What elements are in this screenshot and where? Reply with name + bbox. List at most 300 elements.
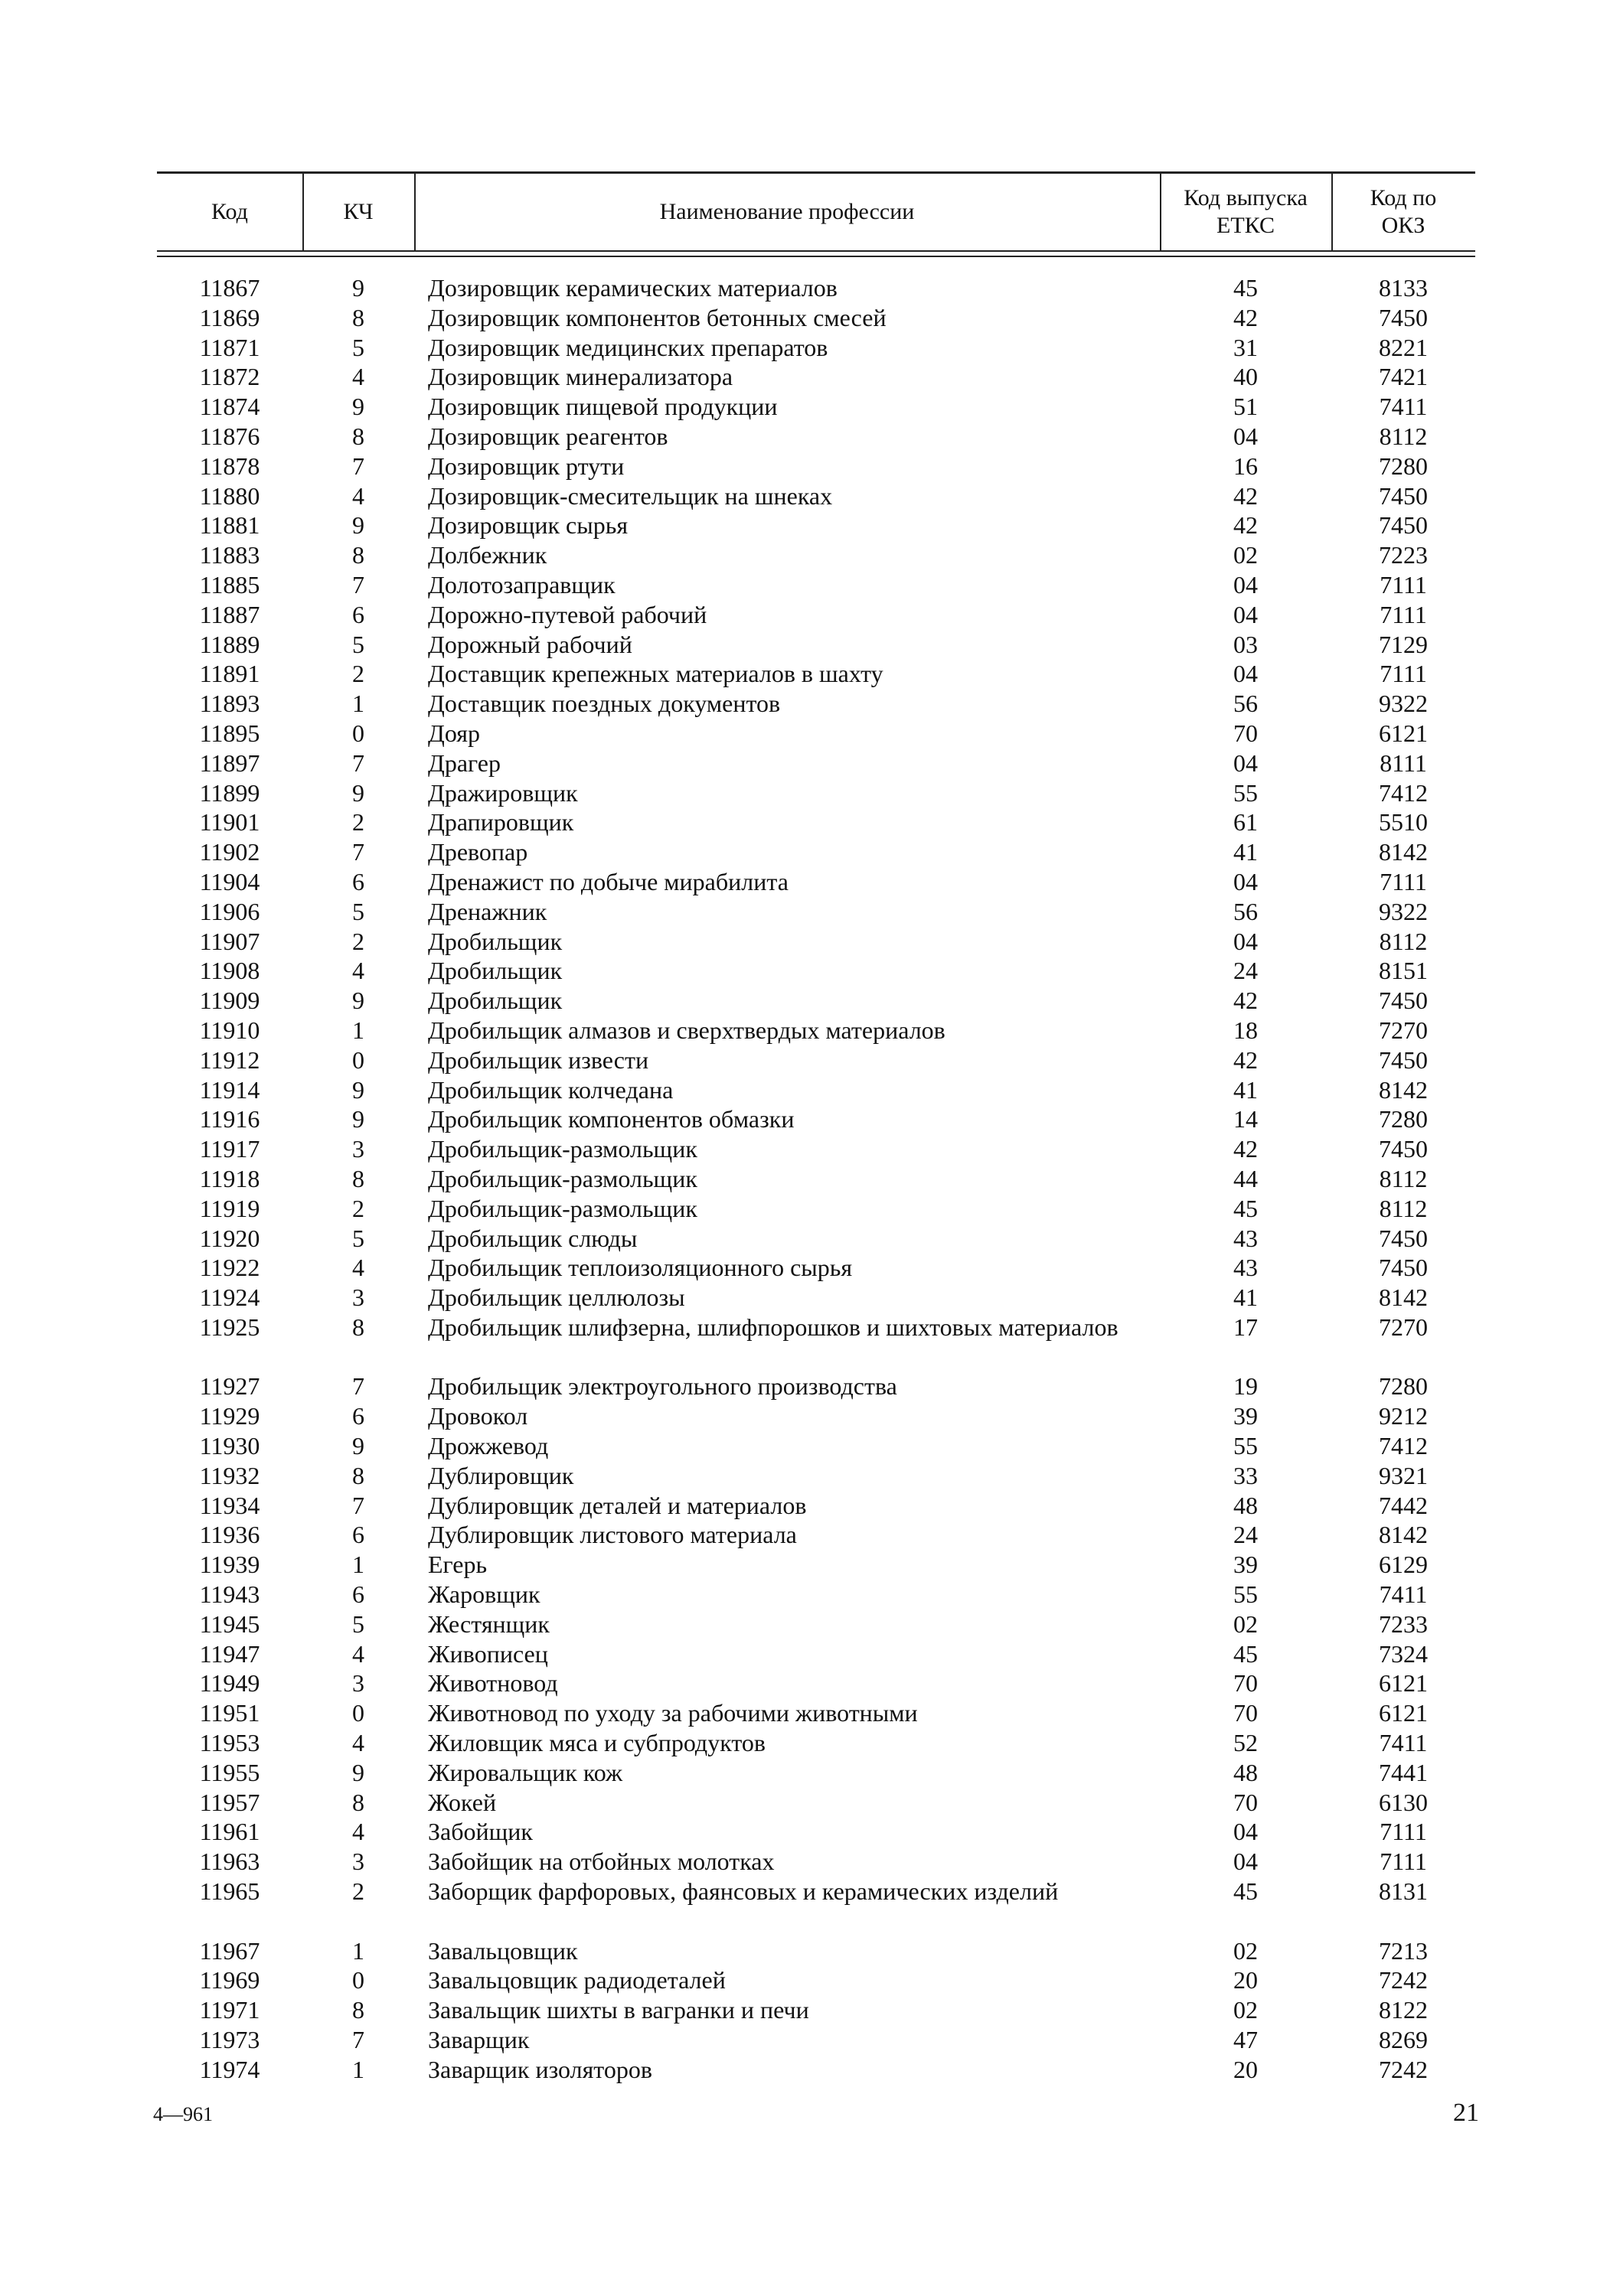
cell-profession-name: Забойщик <box>428 1818 533 1846</box>
cell-profession-name: Дробильщик слюды <box>428 1224 638 1252</box>
cell-okz-code: 9322 <box>1379 690 1428 718</box>
cell-okz-code: 9212 <box>1379 1402 1428 1430</box>
table-row <box>157 1609 1475 1639</box>
cell-profession-name: Дробильщик <box>428 957 563 985</box>
cell-code: 11963 <box>199 1848 260 1876</box>
cell-profession-name: Жокей <box>428 1788 497 1816</box>
table-row <box>157 1401 1475 1431</box>
cell-etks-code: 70 <box>1233 1669 1258 1698</box>
cell-okz-code: 7450 <box>1379 1045 1428 1074</box>
cell-okz-code: 7450 <box>1379 1224 1428 1252</box>
cell-kch: 9 <box>352 1105 364 1133</box>
cell-kch: 4 <box>352 957 364 985</box>
cell-kch: 6 <box>352 1402 364 1430</box>
table-row <box>157 1877 1475 1936</box>
cell-kch: 9 <box>352 1758 364 1786</box>
header-etks: Код выпуска ЕТКС <box>1184 185 1308 238</box>
cell-code: 11918 <box>199 1164 260 1192</box>
cell-code: 11973 <box>199 2026 260 2054</box>
cell-profession-name: Дробильщик шлифзерна, шлифпорошков и шихтовых материалов <box>428 1313 1118 1341</box>
cell-kch: 6 <box>352 600 364 628</box>
cell-okz-code: 8131 <box>1379 1877 1428 1906</box>
cell-profession-name: Дояр <box>428 719 480 747</box>
table-row <box>157 1728 1475 1758</box>
header-kch: КЧ <box>343 199 374 224</box>
cell-profession-name: Заварщик изоляторов <box>428 2055 652 2083</box>
table-row <box>157 1491 1475 1521</box>
cell-okz-code: 8151 <box>1379 957 1428 985</box>
cell-kch: 9 <box>352 1075 364 1104</box>
cell-okz-code: 8133 <box>1379 274 1428 302</box>
cell-okz-code: 8221 <box>1379 333 1428 361</box>
cell-etks-code: 55 <box>1233 1580 1258 1609</box>
cell-code: 11897 <box>199 748 260 777</box>
cell-okz-code: 7450 <box>1379 511 1428 540</box>
cell-profession-name: Древопар <box>428 838 528 866</box>
cell-code: 11969 <box>199 1966 260 1994</box>
cell-profession-name: Дробильщик компонентов обмазки <box>428 1105 795 1133</box>
cell-code: 11874 <box>199 393 260 421</box>
cell-kch: 2 <box>352 660 364 688</box>
cell-kch: 1 <box>352 2055 364 2083</box>
cell-etks-code: 70 <box>1233 1788 1258 1816</box>
cell-etks-code: 20 <box>1233 2055 1258 2083</box>
cell-kch: 8 <box>352 541 364 569</box>
cell-code: 11953 <box>199 1729 260 1757</box>
cell-etks-code: 45 <box>1233 1194 1258 1222</box>
cell-kch: 4 <box>352 1818 364 1846</box>
table-row <box>157 1045 1475 1075</box>
cell-etks-code: 33 <box>1233 1461 1258 1489</box>
table-row <box>157 1075 1475 1105</box>
cell-etks-code: 17 <box>1233 1313 1258 1341</box>
cell-profession-name: Животновод <box>428 1669 558 1698</box>
cell-okz-code: 7324 <box>1379 1639 1428 1668</box>
cell-code: 11936 <box>199 1521 260 1549</box>
cell-okz-code: 5510 <box>1379 808 1428 837</box>
cell-etks-code: 44 <box>1233 1164 1258 1192</box>
cell-code: 11908 <box>199 957 260 985</box>
cell-code: 11906 <box>199 897 260 925</box>
table-row <box>157 392 1475 422</box>
cell-etks-code: 18 <box>1233 1016 1258 1044</box>
cell-okz-code: 8142 <box>1379 838 1428 866</box>
cell-profession-name: Дробильщик целлюлозы <box>428 1283 685 1312</box>
table-row <box>157 1847 1475 1877</box>
cell-etks-code: 41 <box>1233 1075 1258 1104</box>
cell-okz-code: 7111 <box>1380 1818 1427 1846</box>
cell-profession-name: Дозировщик медицинских препаратов <box>428 333 828 361</box>
cell-okz-code: 7412 <box>1379 778 1428 807</box>
table-row <box>157 422 1475 452</box>
cell-code: 11974 <box>199 2055 260 2083</box>
cell-etks-code: 40 <box>1233 363 1258 391</box>
cell-profession-name: Дозировщик компонентов бетонных смесей <box>428 303 887 331</box>
cell-profession-name: Драпировщик <box>428 808 574 837</box>
cell-kch: 6 <box>352 867 364 895</box>
cell-code: 11893 <box>199 690 260 718</box>
cell-profession-name: Дробильщик-размольщик <box>428 1194 697 1222</box>
table-row <box>157 1461 1475 1491</box>
cell-kch: 1 <box>352 1936 364 1965</box>
cell-code: 11955 <box>199 1758 260 1786</box>
cell-code: 11927 <box>199 1372 260 1401</box>
cell-code: 11899 <box>199 778 260 807</box>
cell-etks-code: 45 <box>1233 274 1258 302</box>
cell-kch: 7 <box>352 838 364 866</box>
table-row <box>157 1936 1475 1966</box>
table-row <box>157 600 1475 630</box>
table-row <box>157 837 1475 867</box>
cell-kch: 5 <box>352 897 364 925</box>
table-row <box>157 1965 1475 1995</box>
cell-okz-code: 7270 <box>1379 1313 1428 1341</box>
cell-etks-code: 42 <box>1233 1135 1258 1163</box>
cell-okz-code: 8142 <box>1379 1521 1428 1549</box>
cell-kch: 3 <box>352 1283 364 1312</box>
cell-kch: 7 <box>352 1372 364 1401</box>
cell-etks-code: 04 <box>1233 927 1258 955</box>
table-row <box>157 1371 1475 1401</box>
cell-kch: 9 <box>352 274 364 302</box>
cell-etks-code: 02 <box>1233 541 1258 569</box>
cell-okz-code: 7242 <box>1379 2055 1428 2083</box>
cell-etks-code: 55 <box>1233 1432 1258 1460</box>
table-row <box>157 986 1475 1016</box>
cell-kch: 6 <box>352 1580 364 1609</box>
cell-code: 11871 <box>199 333 260 361</box>
cell-kch: 2 <box>352 1877 364 1906</box>
cell-etks-code: 42 <box>1233 987 1258 1015</box>
cell-profession-name: Дублировщик листового материала <box>428 1521 797 1549</box>
cell-etks-code: 42 <box>1233 481 1258 510</box>
cell-kch: 2 <box>352 808 364 837</box>
cell-okz-code: 7411 <box>1379 1729 1428 1757</box>
table-row <box>157 927 1475 957</box>
cell-profession-name: Жировальщик кож <box>428 1758 623 1786</box>
cell-profession-name: Доставщик поездных документов <box>428 690 781 718</box>
cell-okz-code: 8112 <box>1379 1164 1428 1192</box>
cell-profession-name: Дровокол <box>428 1402 528 1430</box>
cell-okz-code: 7450 <box>1379 1135 1428 1163</box>
table-row <box>157 1134 1475 1164</box>
footer-print-code: 4—961 <box>153 2103 213 2125</box>
table-row <box>157 1016 1475 1045</box>
cell-profession-name: Дробильщик-размольщик <box>428 1164 697 1192</box>
cell-okz-code: 7441 <box>1379 1758 1428 1786</box>
cell-kch: 4 <box>352 363 364 391</box>
cell-okz-code: 8142 <box>1379 1283 1428 1312</box>
cell-kch: 5 <box>352 1224 364 1252</box>
cell-profession-name: Дробильщик алмазов и сверхтвердых материалов <box>428 1016 945 1044</box>
cell-okz-code: 8112 <box>1379 422 1428 450</box>
table-row <box>157 540 1475 570</box>
table-row <box>157 2055 1475 2085</box>
cell-etks-code: 70 <box>1233 1699 1258 1727</box>
cell-etks-code: 42 <box>1233 511 1258 540</box>
cell-okz-code: 7450 <box>1379 303 1428 331</box>
cell-code: 11872 <box>199 363 260 391</box>
cell-code: 11971 <box>199 1996 260 2024</box>
table-header <box>157 171 1475 252</box>
cell-kch: 0 <box>352 1045 364 1074</box>
cell-okz-code: 7233 <box>1379 1609 1428 1638</box>
cell-etks-code: 70 <box>1233 719 1258 747</box>
cell-profession-name: Дробильщик <box>428 927 563 955</box>
table-row <box>157 1668 1475 1698</box>
table-row <box>157 659 1475 689</box>
cell-code: 11904 <box>199 867 260 895</box>
cell-etks-code: 04 <box>1233 748 1258 777</box>
cell-kch: 0 <box>352 719 364 747</box>
cell-profession-name: Дозировщик-смесительщик на шнеках <box>428 481 833 510</box>
professions-table <box>157 171 1475 2085</box>
cell-profession-name: Долбежник <box>428 541 547 569</box>
cell-etks-code: 02 <box>1233 1996 1258 2024</box>
cell-etks-code: 43 <box>1233 1254 1258 1282</box>
table-row <box>157 778 1475 808</box>
cell-kch: 0 <box>352 1699 364 1727</box>
cell-profession-name: Дублировщик <box>428 1461 574 1489</box>
cell-okz-code: 6130 <box>1379 1788 1428 1816</box>
cell-okz-code: 7450 <box>1379 481 1428 510</box>
cell-okz-code: 7450 <box>1379 1254 1428 1282</box>
cell-profession-name: Жиловщик мяса и субпродуктов <box>428 1729 766 1757</box>
table-row <box>157 1194 1475 1224</box>
cell-profession-name: Дражировщик <box>428 778 578 807</box>
cell-kch: 5 <box>352 630 364 658</box>
cell-code: 11901 <box>199 808 260 837</box>
cell-code: 11922 <box>199 1254 260 1282</box>
cell-code: 11881 <box>199 511 260 540</box>
cell-profession-name: Егерь <box>428 1551 488 1579</box>
table-row <box>157 510 1475 540</box>
cell-kch: 9 <box>352 1432 364 1460</box>
cell-etks-code: 47 <box>1233 2026 1258 2054</box>
cell-etks-code: 45 <box>1233 1639 1258 1668</box>
cell-okz-code: 8142 <box>1379 1075 1428 1104</box>
cell-kch: 8 <box>352 303 364 331</box>
table-row <box>157 273 1475 303</box>
cell-etks-code: 41 <box>1233 1283 1258 1312</box>
cell-kch: 6 <box>352 1521 364 1549</box>
table-row <box>157 748 1475 778</box>
cell-etks-code: 24 <box>1233 957 1258 985</box>
cell-etks-code: 42 <box>1233 303 1258 331</box>
cell-okz-code: 6121 <box>1379 1669 1428 1698</box>
cell-profession-name: Дозировщик керамических материалов <box>428 274 838 302</box>
cell-okz-code: 7412 <box>1379 1432 1428 1460</box>
cell-okz-code: 9321 <box>1379 1461 1428 1489</box>
cell-profession-name: Завальщик шихты в вагранки и печи <box>428 1996 809 2024</box>
table-row <box>157 1817 1475 1847</box>
cell-okz-code: 8269 <box>1379 2026 1428 2054</box>
cell-etks-code: 41 <box>1233 838 1258 866</box>
table-body <box>157 273 1475 2085</box>
cell-etks-code: 02 <box>1233 1609 1258 1638</box>
cell-etks-code: 24 <box>1233 1521 1258 1549</box>
cell-kch: 1 <box>352 1551 364 1579</box>
cell-profession-name: Дублировщик деталей и материалов <box>428 1491 807 1519</box>
table-row <box>157 1283 1475 1313</box>
cell-kch: 3 <box>352 1135 364 1163</box>
cell-etks-code: 61 <box>1233 808 1258 837</box>
cell-code: 11891 <box>199 660 260 688</box>
table-row <box>157 362 1475 392</box>
cell-code: 11945 <box>199 1609 260 1638</box>
cell-profession-name: Завальцовщик радиодеталей <box>428 1966 726 1994</box>
cell-kch: 0 <box>352 1966 364 1994</box>
cell-okz-code: 7111 <box>1380 600 1427 628</box>
cell-kch: 7 <box>352 748 364 777</box>
cell-okz-code: 7280 <box>1379 1105 1428 1133</box>
cell-okz-code: 7242 <box>1379 1966 1428 1994</box>
cell-okz-code: 9322 <box>1379 897 1428 925</box>
cell-etks-code: 51 <box>1233 393 1258 421</box>
cell-kch: 9 <box>352 511 364 540</box>
cell-code: 11907 <box>199 927 260 955</box>
table-row <box>157 1431 1475 1461</box>
cell-code: 11878 <box>199 452 260 480</box>
cell-code: 11880 <box>199 481 260 510</box>
table-row <box>157 570 1475 600</box>
cell-etks-code: 42 <box>1233 1045 1258 1074</box>
cell-etks-code: 45 <box>1233 1877 1258 1906</box>
cell-kch: 8 <box>352 1788 364 1816</box>
cell-code: 11951 <box>199 1699 260 1727</box>
cell-code: 11965 <box>199 1877 260 1906</box>
cell-okz-code: 7111 <box>1380 570 1427 598</box>
cell-profession-name: Драгер <box>428 748 501 777</box>
cell-code: 11883 <box>199 541 260 569</box>
table-row <box>157 1104 1475 1134</box>
cell-okz-code: 7111 <box>1380 660 1427 688</box>
cell-profession-name: Дробильщик <box>428 987 563 1015</box>
table-row <box>157 1758 1475 1788</box>
cell-profession-name: Доставщик крепежных материалов в шахту <box>428 660 883 688</box>
cell-etks-code: 55 <box>1233 778 1258 807</box>
cell-profession-name: Заборщик фарфоровых, фаянсовых и керамических изделий <box>428 1877 1059 1906</box>
table-row <box>157 956 1475 986</box>
cell-okz-code: 7270 <box>1379 1016 1428 1044</box>
cell-okz-code: 7450 <box>1379 987 1428 1015</box>
page-number: 21 <box>1453 2099 1479 2127</box>
cell-code: 11919 <box>199 1194 260 1222</box>
cell-etks-code: 04 <box>1233 1818 1258 1846</box>
cell-profession-name: Дробильщик извести <box>428 1045 649 1074</box>
cell-profession-name: Дренажник <box>428 897 547 925</box>
cell-kch: 1 <box>352 1016 364 1044</box>
cell-okz-code: 7421 <box>1379 363 1428 391</box>
cell-code: 11920 <box>199 1224 260 1252</box>
cell-code: 11895 <box>199 719 260 747</box>
cell-code: 11867 <box>199 274 260 302</box>
cell-profession-name: Дробильщик электроугольного производства <box>428 1372 897 1401</box>
cell-kch: 3 <box>352 1848 364 1876</box>
cell-kch: 8 <box>352 1313 364 1341</box>
cell-profession-name: Дорожно-путевой рабочий <box>428 600 707 628</box>
cell-code: 11934 <box>199 1491 260 1519</box>
header-okz: Код по ОКЗ <box>1370 185 1437 238</box>
table-row <box>157 333 1475 363</box>
cell-profession-name: Живописец <box>428 1639 548 1668</box>
cell-etks-code: 48 <box>1233 1758 1258 1786</box>
table-row <box>157 1580 1475 1609</box>
table-row <box>157 1995 1475 2025</box>
cell-kch: 7 <box>352 570 364 598</box>
cell-code: 11939 <box>199 1551 260 1579</box>
cell-kch: 4 <box>352 1254 364 1282</box>
table-row <box>157 2025 1475 2055</box>
table-row <box>157 1253 1475 1283</box>
cell-code: 11949 <box>199 1669 260 1698</box>
cell-okz-code: 6121 <box>1379 719 1428 747</box>
cell-etks-code: 31 <box>1233 333 1258 361</box>
cell-kch: 4 <box>352 1729 364 1757</box>
cell-etks-code: 56 <box>1233 897 1258 925</box>
cell-kch: 5 <box>352 333 364 361</box>
table-row <box>157 897 1475 927</box>
cell-code: 11912 <box>199 1045 260 1074</box>
table-row <box>157 1164 1475 1194</box>
cell-okz-code: 7213 <box>1379 1936 1428 1965</box>
cell-profession-name: Дорожный рабочий <box>428 630 632 658</box>
header-code: Код <box>211 199 248 224</box>
cell-profession-name: Завальцовщик <box>428 1936 578 1965</box>
cell-code: 11876 <box>199 422 260 450</box>
table-row <box>157 807 1475 837</box>
cell-okz-code: 6121 <box>1379 1699 1428 1727</box>
cell-profession-name: Дрожжевод <box>428 1432 549 1460</box>
cell-profession-name: Дозировщик пищевой продукции <box>428 393 778 421</box>
cell-kch: 8 <box>352 422 364 450</box>
table-row <box>157 719 1475 748</box>
cell-profession-name: Дробильщик-размольщик <box>428 1135 697 1163</box>
cell-okz-code: 8112 <box>1379 1194 1428 1222</box>
cell-code: 11887 <box>199 600 260 628</box>
cell-kch: 9 <box>352 987 364 1015</box>
cell-etks-code: 39 <box>1233 1402 1258 1430</box>
cell-etks-code: 04 <box>1233 867 1258 895</box>
table-row <box>157 1788 1475 1818</box>
cell-profession-name: Дробильщик колчедана <box>428 1075 674 1104</box>
table-row <box>157 452 1475 481</box>
table-row <box>157 1313 1475 1372</box>
table-row <box>157 1224 1475 1254</box>
cell-code: 11914 <box>199 1075 260 1104</box>
cell-code: 11930 <box>199 1432 260 1460</box>
cell-kch: 8 <box>352 1164 364 1192</box>
cell-code: 11967 <box>199 1936 260 1965</box>
cell-code: 11943 <box>199 1580 260 1609</box>
cell-okz-code: 7111 <box>1380 867 1427 895</box>
cell-code: 11925 <box>199 1313 260 1341</box>
table-row <box>157 689 1475 719</box>
cell-profession-name: Дробильщик теплоизоляционного сырья <box>428 1254 853 1282</box>
cell-code: 11869 <box>199 303 260 331</box>
cell-kch: 9 <box>352 393 364 421</box>
cell-kch: 8 <box>352 1461 364 1489</box>
cell-kch: 7 <box>352 452 364 480</box>
cell-kch: 7 <box>352 1491 364 1519</box>
cell-profession-name: Дозировщик минерализатора <box>428 363 733 391</box>
cell-kch: 1 <box>352 690 364 718</box>
cell-kch: 2 <box>352 927 364 955</box>
cell-okz-code: 7223 <box>1379 541 1428 569</box>
table-row <box>157 867 1475 897</box>
table-row <box>157 1520 1475 1550</box>
cell-kch: 8 <box>352 1996 364 2024</box>
